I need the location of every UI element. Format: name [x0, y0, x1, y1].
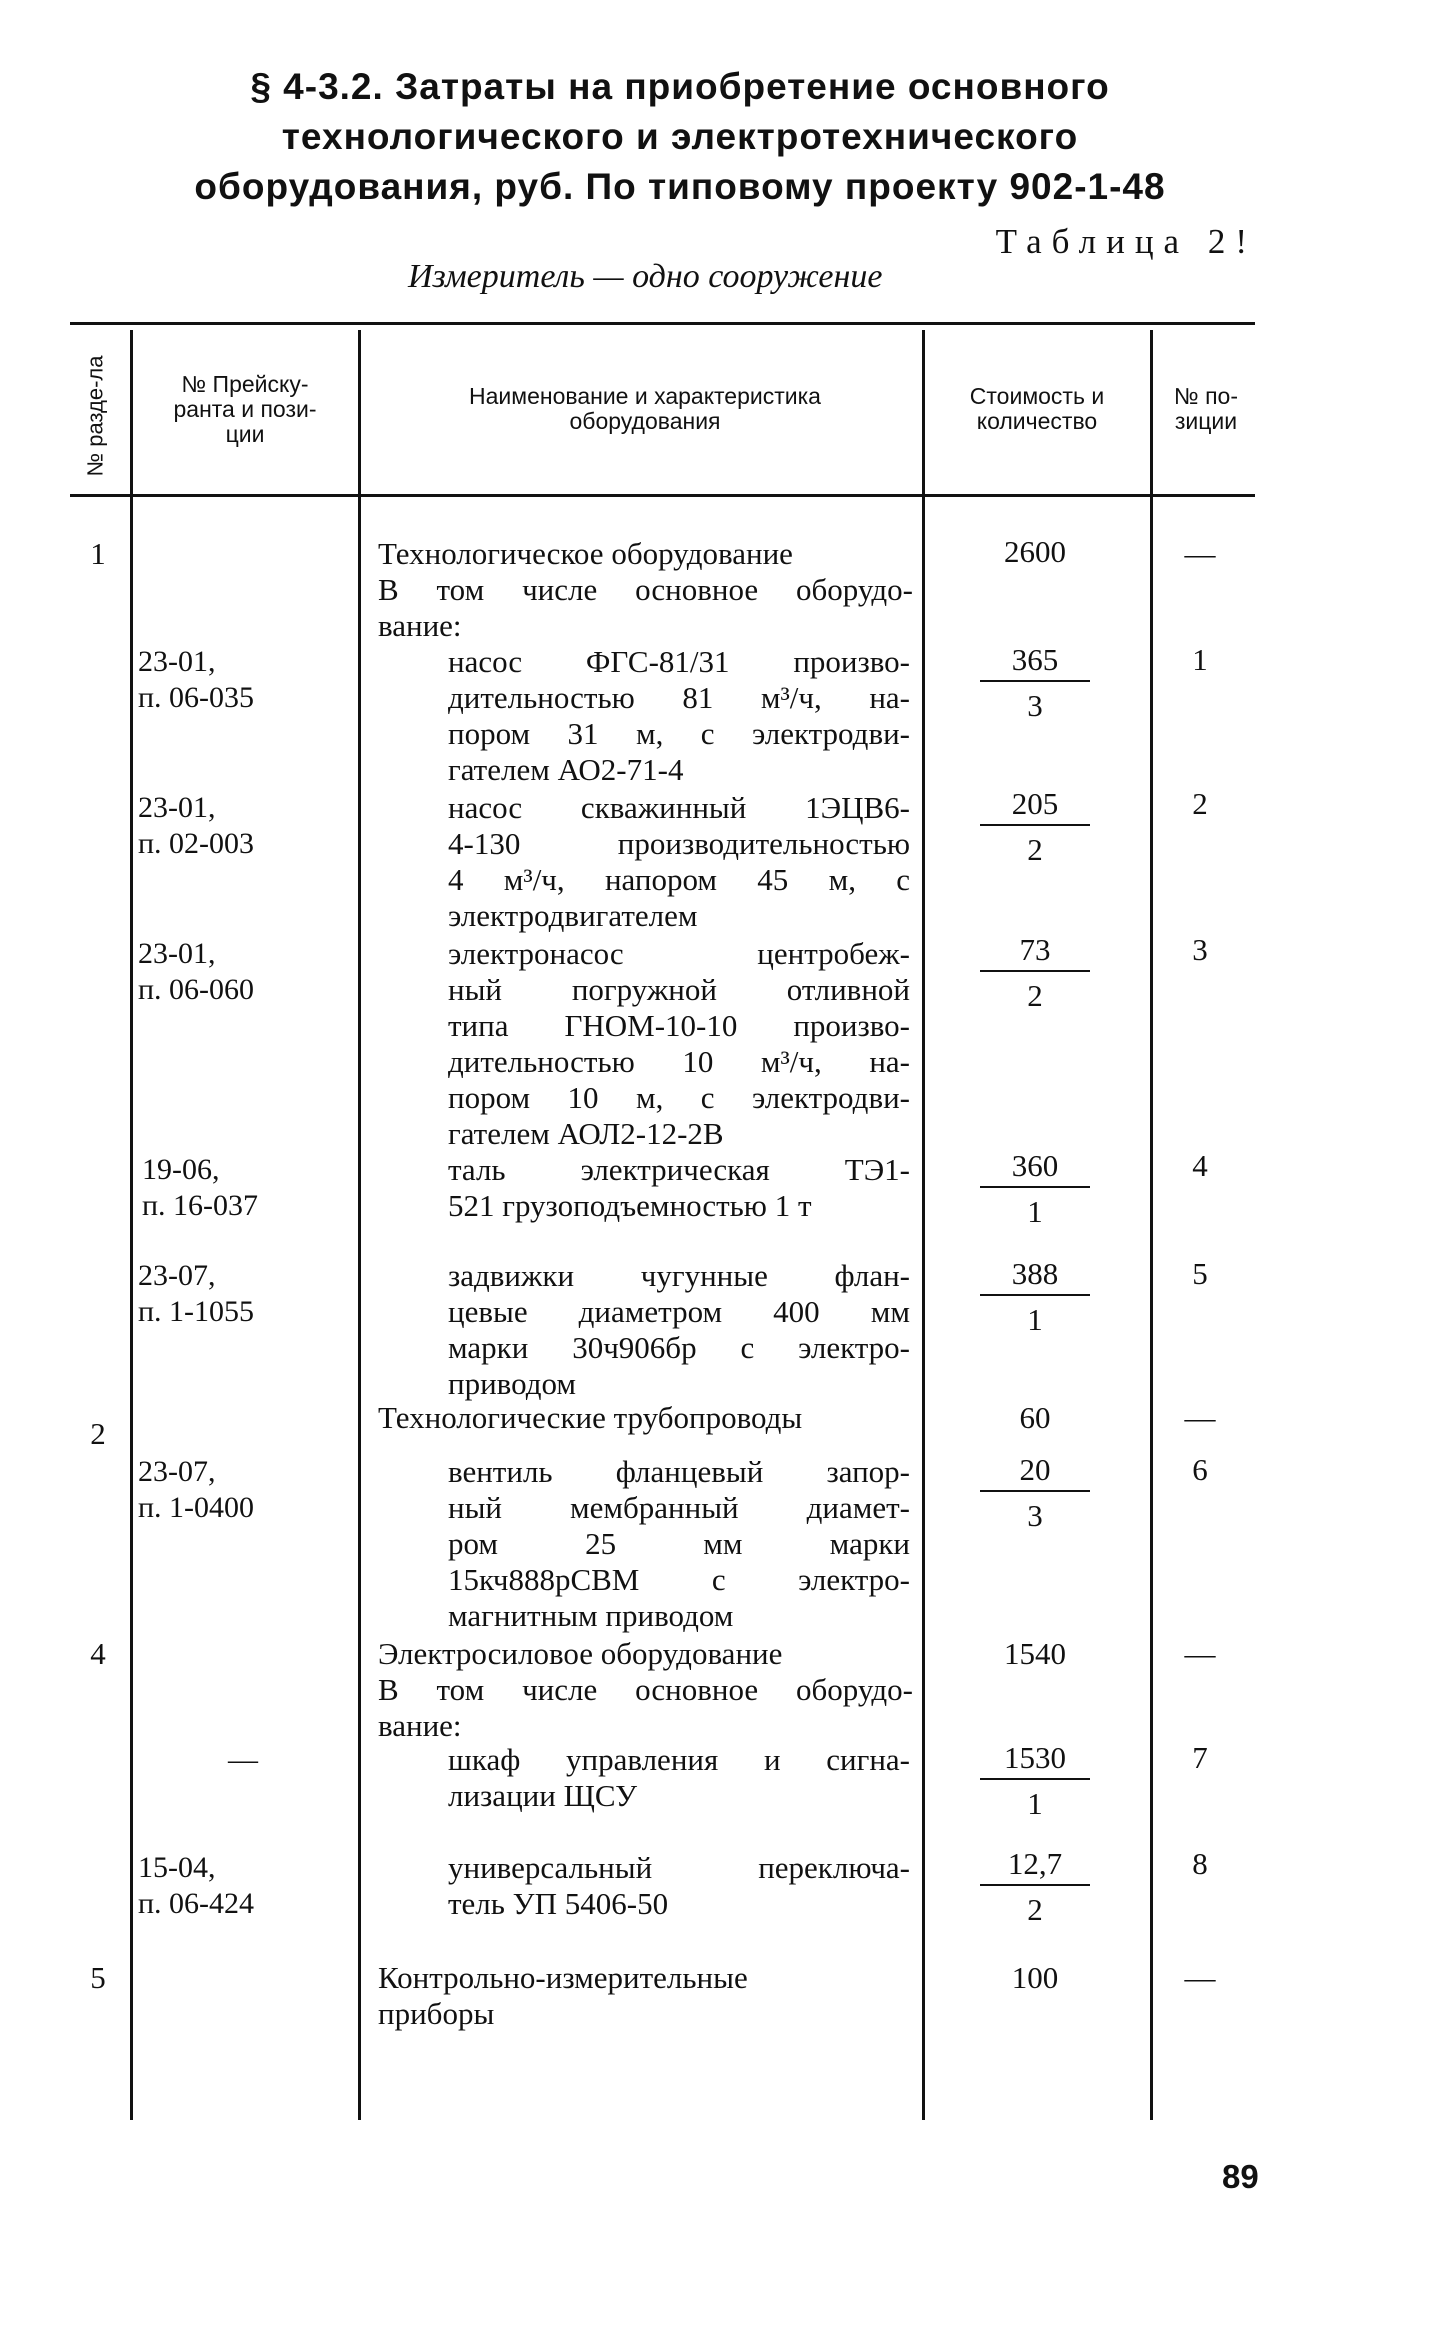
header-cost: Стоимость и количество — [969, 383, 1105, 434]
price-list-ref: 23-07, п. 1-1055 — [138, 1259, 255, 1328]
header-bottom-rule — [70, 494, 1255, 497]
quantity-value: 2 — [1027, 978, 1043, 1013]
category-name: Технологические трубопроводы — [378, 1400, 803, 1435]
quantity-value: 2 — [1027, 832, 1043, 867]
position-number: — — [1184, 536, 1216, 571]
heading-line-2: технологического и электротехнического — [281, 116, 1079, 157]
column-divider — [130, 330, 133, 2120]
equipment-name: вентиль фланцевый запор- ный мембранный диамет- ром 25 мм марки 15кч888рСВМ с электро- магнитным приводом — [448, 1454, 910, 1633]
cost-value: 60 — [1019, 1400, 1051, 1435]
price-list-ref: 23-01, п. 06-060 — [138, 937, 255, 1006]
header-name: Наименование и характеристика оборудования — [469, 383, 821, 434]
page-number: 89 — [1222, 2158, 1259, 2195]
fraction-bar — [980, 970, 1090, 972]
position-number: 5 — [1192, 1256, 1208, 1291]
fraction-bar — [980, 1294, 1090, 1296]
category-name: Технологическое оборудование В том числе основное оборудо- вание: — [378, 536, 913, 643]
cost-value: 73 — [1019, 932, 1051, 967]
fraction-bar — [980, 680, 1090, 682]
quantity-value: 3 — [1027, 688, 1043, 723]
price-list-ref: 23-01, п. 06-035 — [138, 645, 255, 714]
position-number: 1 — [1192, 642, 1208, 677]
quantity-value: 1 — [1027, 1194, 1043, 1229]
cost-value: 12,7 — [1007, 1846, 1063, 1881]
header-section: № разде-ла — [82, 355, 108, 477]
cost-quantity — [980, 1148, 1090, 1230]
position-number: — — [1184, 1960, 1216, 1995]
quantity-value: 1 — [1027, 1302, 1043, 1337]
cost-value: 100 — [1011, 1960, 1059, 1995]
section-number: 1 — [90, 536, 106, 571]
equipment-name: шкаф управления и сигна- лизации ЩСУ — [448, 1742, 910, 1813]
header-price-list: № Прейску- ранта и пози- ции — [173, 371, 317, 447]
quantity-value: 2 — [1027, 1892, 1043, 1927]
price-list-ref: 15-04, п. 06-424 — [138, 1851, 255, 1920]
position-number: 8 — [1192, 1846, 1208, 1881]
price-list-ref: 19-06, п. 16-037 — [142, 1153, 259, 1222]
header-position: № по- зиции — [1174, 383, 1238, 434]
table-top-rule — [70, 322, 1255, 325]
position-number: — — [1184, 1400, 1216, 1435]
position-number: — — [1184, 1636, 1216, 1671]
fraction-bar — [980, 1186, 1090, 1188]
cost-value: 388 — [1011, 1256, 1059, 1291]
cost-value: 1530 — [1004, 1740, 1066, 1775]
cost-quantity — [980, 1452, 1090, 1534]
cost-quantity — [980, 932, 1090, 1014]
cost-quantity — [980, 786, 1090, 868]
position-number: 6 — [1192, 1452, 1208, 1487]
cost-value: 2600 — [1004, 534, 1066, 569]
quantity-value: 1 — [1027, 1786, 1043, 1821]
equipment-name: электронасос центробеж- ный погружной отливной типа ГНОМ-10-10 произво- дительностью 10 м³/ч, на- пором 10 м, с электродви- гателем АОЛ2-12-2В — [448, 936, 910, 1151]
heading-line-3: оборудования, руб. По типовому проекту 902-1-48 — [194, 166, 1166, 207]
column-divider — [358, 330, 361, 2120]
price-list-ref: — — [228, 1743, 258, 1776]
equipment-name: универсальный переключа- тель УП 5406-50 — [448, 1850, 910, 1921]
fraction-bar — [980, 1884, 1090, 1886]
price-list-ref: 23-07, п. 1-0400 — [138, 1455, 255, 1524]
equipment-name: насос скважинный 1ЭЦВ6- 4-130 производительностью 4 м³/ч, напором 45 м, с электродвигателем — [448, 790, 910, 933]
fraction-bar — [980, 1490, 1090, 1492]
table-subtitle: Измеритель — одно сооружение — [408, 258, 883, 295]
cost-value: 1540 — [1004, 1636, 1066, 1671]
section-number: 4 — [90, 1636, 106, 1671]
equipment-name: задвижки чугунные флан- цевые диаметром 400 мм марки 30ч906бр с электро- приводом — [448, 1258, 910, 1401]
cost-value: 205 — [1011, 786, 1059, 821]
cost-quantity — [980, 642, 1090, 724]
fraction-bar — [980, 824, 1090, 826]
cost-value: 20 — [1019, 1452, 1051, 1487]
section-number: 2 — [90, 1416, 106, 1451]
section-heading — [100, 62, 1260, 212]
category-name: Электросиловое оборудование В том числе основное оборудо- вание: — [378, 1636, 913, 1743]
cost-quantity — [980, 1846, 1090, 1928]
position-number: 4 — [1192, 1148, 1208, 1183]
heading-line-1: § 4-3.2. Затраты на приобретение основного — [250, 66, 1110, 107]
position-number: 7 — [1192, 1740, 1208, 1775]
cost-quantity — [980, 1740, 1090, 1822]
fraction-bar — [980, 1778, 1090, 1780]
cost-value: 365 — [1011, 642, 1059, 677]
cost-value: 360 — [1011, 1148, 1059, 1183]
category-name: Контрольно-измерительные приборы — [378, 1960, 748, 2031]
quantity-value: 3 — [1027, 1498, 1043, 1533]
column-divider — [922, 330, 925, 2120]
price-list-ref: 23-01, п. 02-003 — [138, 791, 255, 860]
position-number: 2 — [1192, 786, 1208, 821]
column-divider — [1150, 330, 1153, 2120]
section-number: 5 — [90, 1960, 106, 1995]
equipment-name: насос ФГС-81/31 произво- дительностью 81 м³/ч, на- пором 31 м, с электродви- гателем АО2-71-4 — [448, 644, 910, 787]
table-label: Таблица 2! — [995, 222, 1257, 261]
cost-quantity — [980, 1256, 1090, 1338]
position-number: 3 — [1192, 932, 1208, 967]
equipment-name: таль электрическая ТЭ1- 521 грузоподъемностью 1 т — [448, 1152, 910, 1223]
